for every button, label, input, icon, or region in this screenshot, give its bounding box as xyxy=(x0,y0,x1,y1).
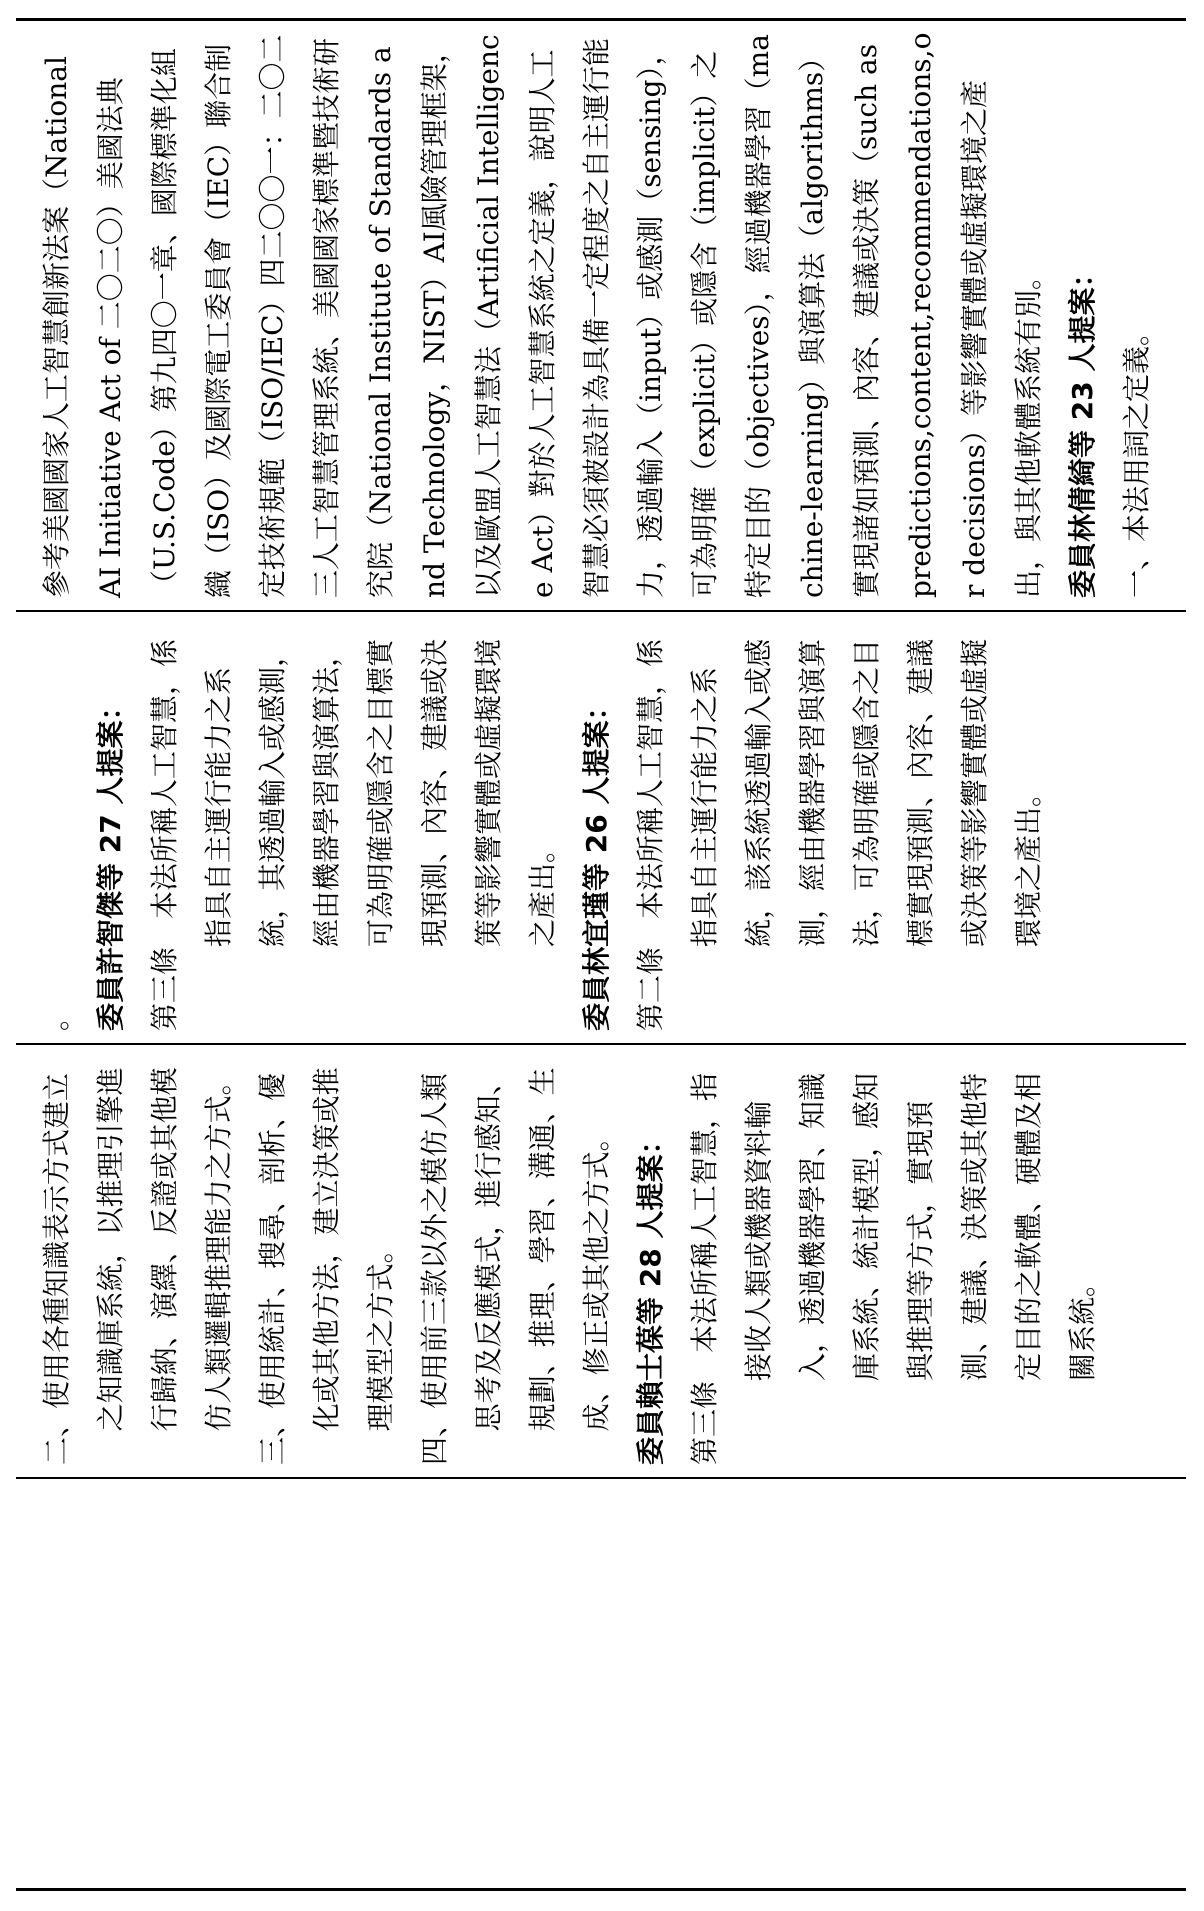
column-divider xyxy=(16,1477,1186,1479)
proposal-heading: 委員許智傑等 27 人提案： xyxy=(94,692,127,1031)
column-divider xyxy=(16,1043,1186,1045)
proposal-heading: 委員賴士葆等 28 人提案： xyxy=(634,1126,667,1465)
article-text: 第二條 本法所稱人工智慧，係指具自主運行能力之系統，該系統透過輸入或感測，經由機器學習與演算法，可為明確或隱含之目標實現預測、內容、建議或決策等影響實體或虛擬環境之產出。 xyxy=(634,638,1045,1031)
column-divider xyxy=(16,610,1186,612)
continued-text: 。 xyxy=(40,1002,73,1031)
proposal-heading: 委員林宜瑾等 26 人提案： xyxy=(580,692,613,1031)
explanation-text: 參考美國國家人工智慧創新法案（National AI Initiative Act of 二〇二〇）美國法典（U.S.Code）第九四〇一章、國際標準化組織（ISO）及國際電工委員會（IEC）聯合制定技術規範（ISO/IEC）四二〇〇一：二〇二三人工智慧管理系統、美國國家標準暨技術研究院（National Institute of Standards and Technology，NIST）AI風險管理框架，以及歐盟人工智慧法（Artificial Intelligence Act）對於人工智慧系統之定義，說明人工智慧必須被設計為具備一定程度之自主運行能力，透過輸入（input）或感測（sensing），可為明確（explicit）或隱含（implicit）之特定目的（objectives），經過機器學習（machine-learning）與演算法（algorithms）實現諸如預測、內容、建議或決策（such as predictions,content,recommendations,or decisions）等影響實體或虛擬環境之產出，與其他軟體系統有別。 xyxy=(40,32,1045,598)
bottom-rule xyxy=(16,1888,1186,1891)
article-text: 第三條 本法所稱人工智慧，係指具自主運行能力之系統，其透過輸入或感測，經由機器學習與演算法，可為明確或隱含之目標實現預測、內容、建議或決策等影響實體或虛擬環境之產出。 xyxy=(148,638,559,1031)
list-item: 二、使用各種知識表示方式建立之知識庫系統，以推理引擎進行歸納、演繹、反證或其他模仿人類邏輯推理能力之方式。 xyxy=(40,1067,235,1465)
proposal-column xyxy=(16,614,1186,1041)
list-item: 三、使用統計、搜尋、剖析、優化或其他方法，建立決策或推理模型之方式。 xyxy=(256,1067,397,1465)
list-item: 四、使用前三款以外之模仿人類思考及反應模式，進行感知、規劃、推理、學習、溝通、生成、修正或其他之方式。 xyxy=(418,1067,613,1465)
explanation-column xyxy=(16,22,1186,608)
proposal-column xyxy=(16,1047,1186,1475)
article-text: 第三條 本法所稱人工智慧，指接收人類或機器資料輸入，透過機器學習、知識庫系統、統計模型，感知與推理等方式，實現預測、建議、決策或其他特定目的之軟體、硬體及相關系統。 xyxy=(688,1072,1099,1465)
proposal-heading: 委員林倩綺等 23 人提案： xyxy=(1066,259,1099,598)
definition-item: 一、本法用詞之定義。 xyxy=(1120,317,1153,598)
top-rule xyxy=(16,18,1186,21)
